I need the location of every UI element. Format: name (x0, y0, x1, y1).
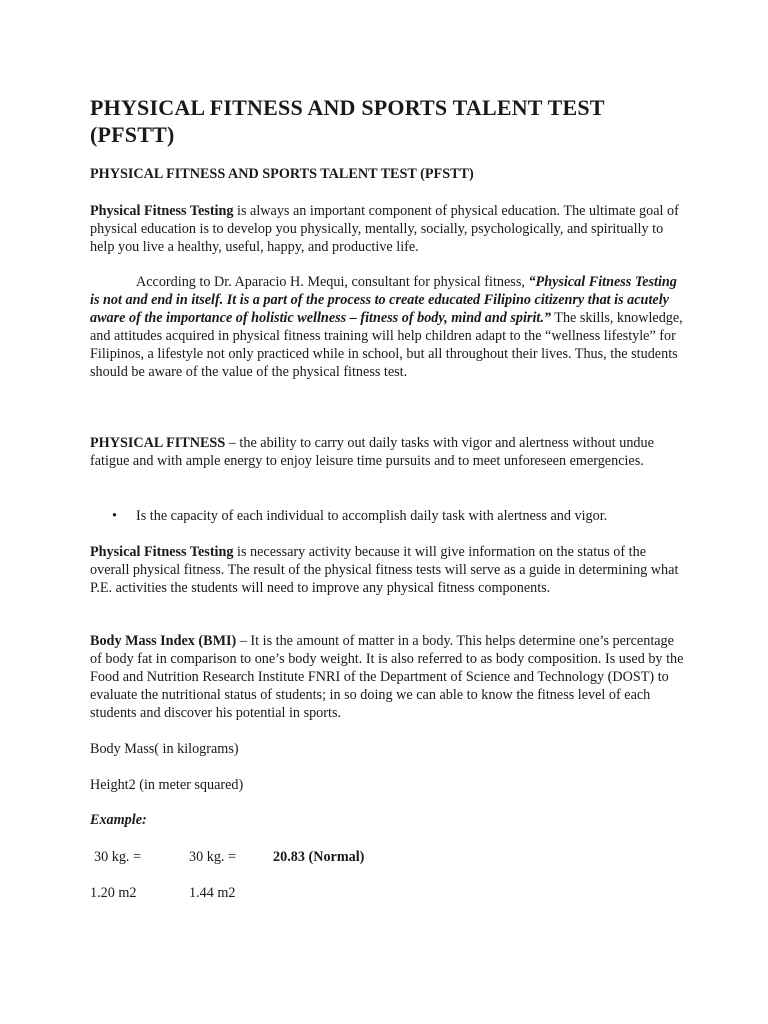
term-bmi: Body Mass Index (BMI) (90, 633, 237, 649)
paragraph-text: – It is the amount of matter in a body. This helps determine one’s percentage of body fat in comparison to one’s body weight. It is also referred to as body composition. Is used by the Food and Nutrition Research Institute FNRI of the Department of Science and Technology (DOST) to evaluate the nutritional status of students; in so doing we can able to know the fitness level of each students and discover his potential in sports. (90, 633, 684, 721)
example-label: Example: (90, 812, 147, 828)
example-row1-col2: 30 kg. = (189, 849, 237, 865)
paragraph-text: The skills, knowledge, and attitudes acquired in physical fitness training will help children adapt to the “wellness lifestyle” for Filipinos, a lifestyle not only practiced while in school, but all throughout their lives. Thus, the students should be aware of the value of the physical fitness test. (90, 310, 683, 380)
section-heading: PHYSICAL FITNESS AND SPORTS TALENT TEST (PFSTT) (90, 166, 474, 182)
formula-numerator: Body Mass( in kilograms) (90, 741, 239, 757)
paragraph-text: is necessary activity because it will give information on the status of the overall physical fitness. The result of the physical fitness tests will serve as a guide in determining what P.E. activities the students will need to improve any physical fitness components. (90, 544, 679, 596)
paragraph-intro: According to Dr. Aparacio H. Mequi, consultant for physical fitness, (136, 274, 529, 290)
term-physical-fitness-testing: Physical Fitness Testing (90, 203, 234, 219)
paragraph-text: – the ability to carry out daily tasks with vigor and alertness without undue fatigue and with ample energy to enjoy leisure time pursuits and to meet unforeseen emergencies. (90, 435, 654, 469)
example-result: 20.83 (Normal) (273, 849, 365, 865)
quotation: “Physical Fitness Testing is not and end in itself. It is a part of the process to create educated Filipino citizenry that is acutely aware of the importance of holistic wellness – fitness of body, mind and spirit.” (90, 274, 677, 326)
paragraph-mequi-quote (90, 273, 686, 381)
example-row2-col2: 1.44 m2 (189, 885, 236, 901)
term-physical-fitness: PHYSICAL FITNESS (90, 435, 226, 451)
document-title: PHYSICAL FITNESS AND SPORTS TALENT TEST (PFSTT) (90, 95, 605, 147)
paragraph-fitness-testing-purpose (90, 543, 686, 597)
formula-denominator: Height2 (in meter squared) (90, 777, 244, 793)
paragraph-physical-fitness-definition (90, 434, 686, 470)
term-physical-fitness-testing: Physical Fitness Testing (90, 544, 234, 560)
bullet-text: Is the capacity of each individual to accomplish daily task with alertness and vigor. (136, 508, 608, 524)
bullet-list-item (112, 507, 607, 525)
example-row1-col1: 30 kg. = (94, 849, 142, 865)
example-row2-col1: 1.20 m2 (90, 885, 137, 901)
paragraph-fitness-testing-intro (90, 202, 686, 256)
paragraph-text: is always an important component of physical education. The ultimate goal of physical education is to develop you physically, mentally, socially, psychologically, and spiritually to help you live a healthy, useful, happy, and productive life. (90, 203, 679, 255)
bullet-icon: • (112, 508, 117, 524)
paragraph-bmi-definition (90, 632, 686, 722)
